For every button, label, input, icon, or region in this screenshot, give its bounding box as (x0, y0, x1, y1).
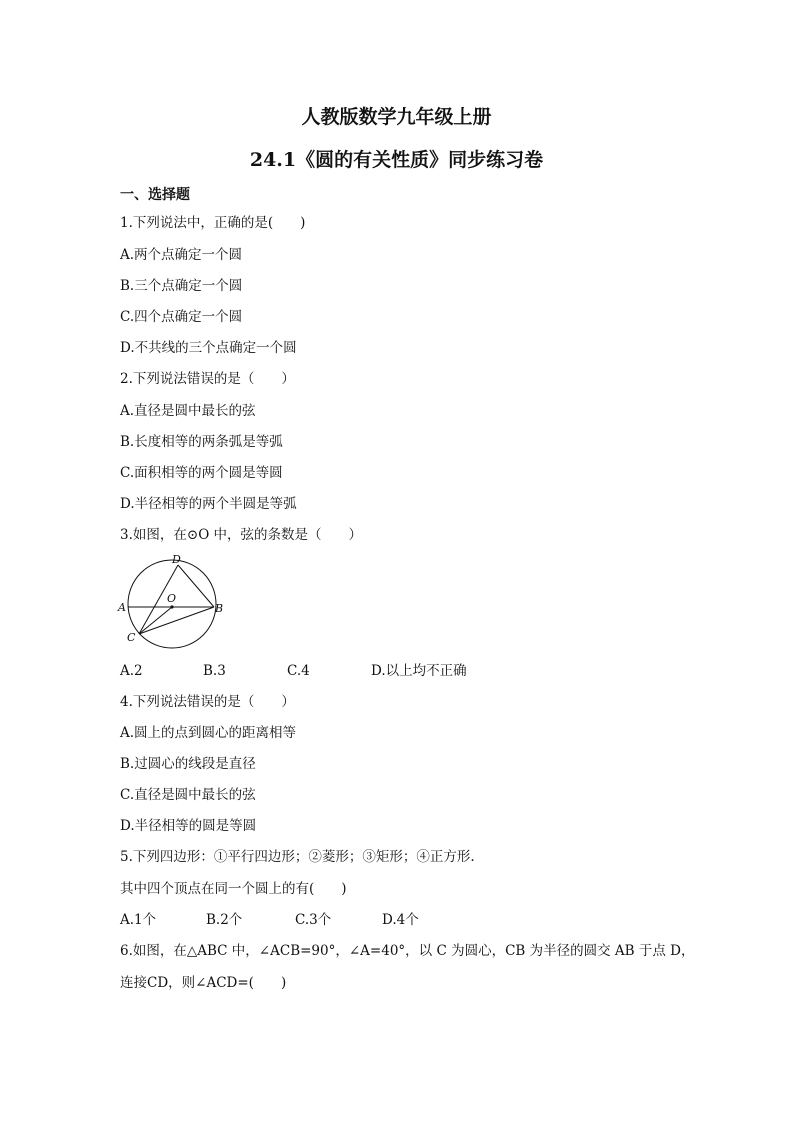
question-1-option-a: A.两个点确定一个圆 (120, 247, 243, 263)
question-2-option-c: C.面积相等的两个圆是等圆 (120, 465, 283, 481)
label-d: D (172, 553, 181, 566)
question-5-option-b: B.2个 (206, 912, 243, 928)
chord-cb (139, 607, 214, 634)
question-2-option-b: B.长度相等的两条弧是等弧 (120, 434, 283, 450)
question-3-options (120, 662, 680, 680)
label-b: B (215, 602, 224, 615)
question-6-stem: 6.如图，在△ABC 中，∠ACB=90°，∠A=40°，以 C 为圆心，CB 为半径的圆交 AB 于点 D， (120, 943, 695, 959)
question-4-stem: 4.下列说法错误的是（ ） (120, 694, 295, 710)
question-6-stem-line2: 连接CD，则∠ACD=( ) (120, 975, 287, 991)
question-4-option-a: A.圆上的点到圆心的距离相等 (120, 725, 297, 741)
question-3-option-b: B.3 (203, 663, 226, 679)
section-heading: 一、选择题 (120, 187, 190, 203)
question-1-stem: 1.下列说法中，正确的是( ) (120, 215, 306, 231)
label-o: O (167, 592, 177, 605)
center-point (170, 605, 173, 608)
question-5-option-d: D.4个 (382, 912, 419, 928)
label-a: A (118, 601, 126, 614)
question-2-option-d: D.半径相等的两个半圆是等弧 (120, 496, 297, 512)
question-4-option-b: B.过圆心的线段是直径 (120, 756, 256, 772)
question-3-option-d: D.以上均不正确 (371, 663, 467, 679)
question-2-option-a: A.直径是圆中最长的弦 (120, 403, 256, 419)
question-3-option-a: A.2 (120, 663, 143, 679)
question-2-stem: 2.下列说法错误的是（ ） (120, 371, 295, 387)
question-5-option-a: A.1个 (120, 912, 157, 928)
question-5-stem: 5.下列四边形：①平行四边形；②菱形；③矩形；④正方形. (120, 849, 475, 865)
question-3-stem: 3.如图，在⊙O 中，弦的条数是（ ） (120, 527, 363, 543)
question-4-option-c: C.直径是圆中最长的弦 (120, 787, 256, 803)
question-1-option-b: B.三个点确定一个圆 (120, 278, 243, 294)
question-5-options (120, 911, 680, 929)
question-4-option-d: D.半径相等的圆是等圆 (120, 818, 257, 834)
question-5-option-c: C.3个 (295, 912, 332, 928)
question-1-option-d: D.不共线的三个点确定一个圆 (120, 340, 297, 356)
label-c: C (127, 631, 136, 644)
segment-db (178, 565, 214, 607)
circle-figure (116, 552, 228, 654)
segment-co (139, 607, 172, 634)
document-title: 人教版数学九年级上册 (301, 106, 492, 128)
question-1-option-c: C.四个点确定一个圆 (120, 309, 243, 325)
question-5-stem-line2: 其中四个顶点在同一个圆上的有( ) (120, 881, 347, 897)
document-subtitle: 24.1《圆的有关性质》同步练习卷 (249, 149, 544, 171)
question-3-option-c: C.4 (287, 663, 310, 679)
